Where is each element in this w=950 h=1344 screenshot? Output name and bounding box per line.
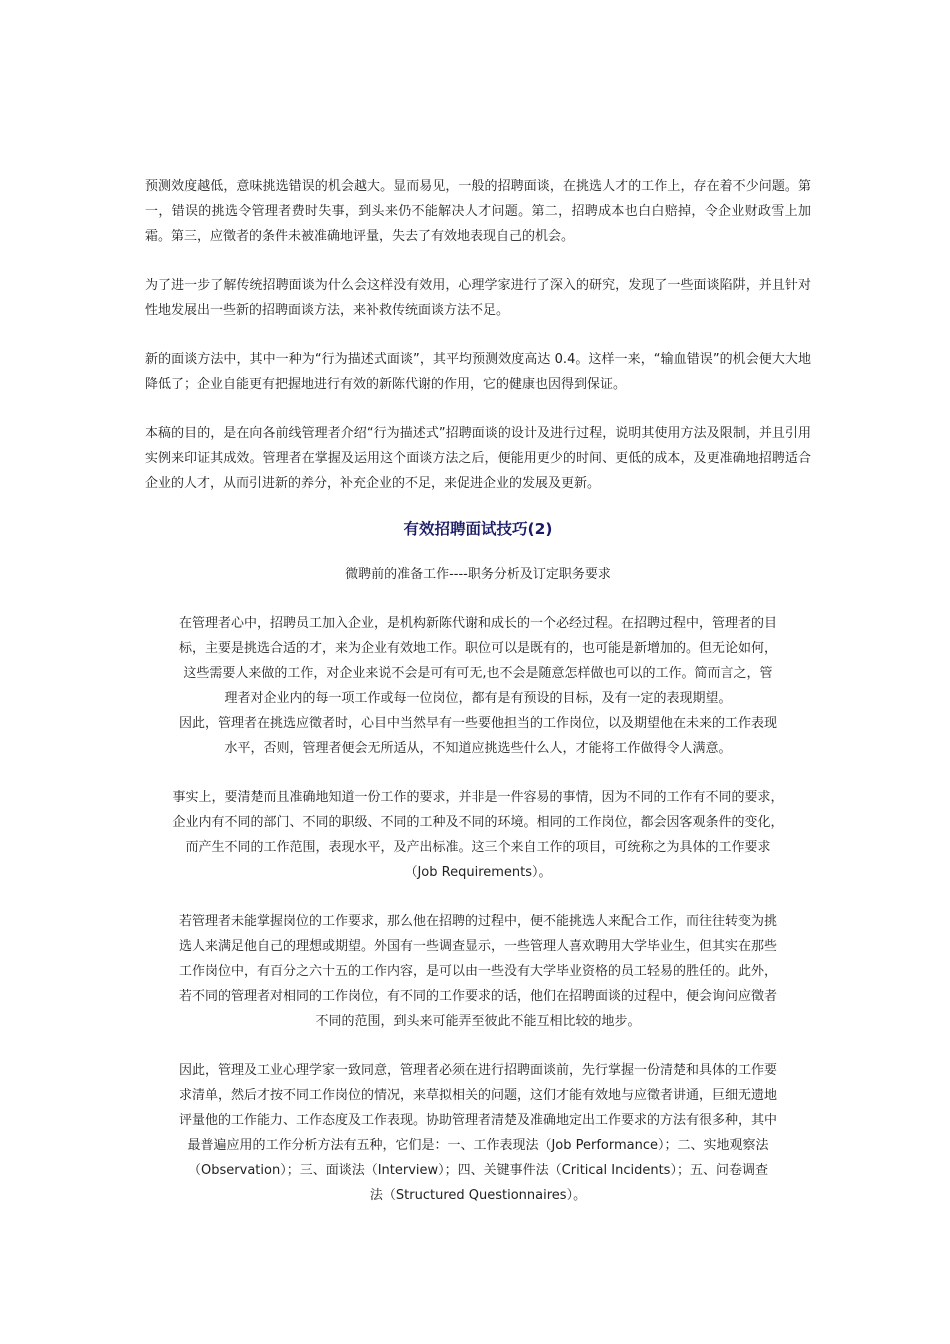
text-line: 因此，管理及工业心理学家一致同意，管理者必须在进行招聘面谈前，先行掌握一份清楚和具体的工作要	[178, 1063, 777, 1078]
paragraph-gap	[145, 496, 811, 514]
section-subtitle: 微聘前的准备工作----职务分析及订定职务要求	[345, 567, 611, 582]
text-line: 理者对企业内的每一项工作或每一位岗位，都有是有预设的目标，及有一定的表现期望。	[224, 691, 732, 706]
text-line: 若管理者未能掌握岗位的工作要求，那么他在招聘的过程中，便不能挑选人来配合工作，而往往转变为挑	[178, 914, 777, 929]
text-line: 法（Structured Questionnaires）。	[369, 1188, 587, 1203]
paragraph: 为了进一步了解传统招聘面谈为什么会这样没有效用，心理学家进行了深入的研究，发现了一些面谈陷阱，并且针对性地发展出一些新的招聘面谈方法，来补救传统面谈方法不足。	[145, 278, 811, 318]
paragraph-gap	[145, 1034, 811, 1058]
text-line: 若不同的管理者对相同的工作岗位，有不同的工作要求的话，他们在招聘面谈的过程中，便会询问应徵者	[178, 989, 777, 1004]
text-line: 企业内有不同的部门、不同的职级、不同的工种及不同的环境。相同的工作岗位，都会因客观条件的变化，	[172, 815, 784, 830]
paragraph-gap	[145, 249, 811, 273]
text-line: 事实上，要清楚而且准确地知道一份工作的要求，并非是一件容易的事情，因为不同的工作有不同的要求，	[172, 790, 784, 805]
text-line: 不同的范围，到头来可能弄至彼此不能互相比较的地步。	[315, 1014, 641, 1029]
paragraph-gap	[145, 761, 811, 785]
paragraph: 新的面谈方法中，其中一种为“行为描述式面谈”，其平均预测效度高达 0.4。这样一来，“输血错误”的机会便大大地降低了；企业自能更有把握地进行有效的新陈代谢的作用，它的健康也因得到保证。	[145, 352, 811, 392]
text-line: 在管理者心中，招聘员工加入企业，是机构新陈代谢和成长的一个必经过程。在招聘过程中，管理者的目	[178, 616, 777, 631]
text-line: 求清单，然后才按不同工作岗位的情况，来草拟相关的问题，这们才能有效地与应徵者讲通，巨细无遗地	[178, 1088, 777, 1103]
paragraph: 本稿的目的，是在向各前线管理者介绍“行为描述式”招聘面谈的设计及进行过程，说明其使用方法及限制，并且引用实例来印证其成效。管理者在掌握及运用这个面谈方法之后，便能用更少的时间、更低的成本，及更准确地招聘适合企业的人才，从而引进新的养分，补充企业的不足，来促进企业的发展及更新。	[145, 426, 811, 491]
text-line: 水平，否则，管理者便会无所适从，不知道应挑选些什么人，才能将工作做得令人满意。	[224, 741, 732, 756]
paragraph-gap	[145, 397, 811, 421]
paragraph-gap	[145, 544, 811, 562]
paragraph-gap	[145, 587, 811, 611]
paragraph-gap	[145, 885, 811, 909]
text-line: 而产生不同的工作范围，表现水平，及产出标准。这三个来自工作的项目，可统称之为具体的工作要求	[185, 840, 771, 855]
text-line: 标，主要是挑选合适的才，来为企业有效地工作。职位可以是既有的，也可能是新增加的。但无论如何，	[178, 641, 777, 656]
text-line: 选人来满足他自己的理想或期望。外国有一些调查显示，一些管理人喜欢聘用大学毕业生，但其实在那些	[178, 939, 777, 954]
text-line: （Observation）；三、面谈法（Interview）；四、关键事件法（Critical Incidents）；五、问卷调查	[188, 1163, 768, 1178]
text-line: 最普遍应用的工作分析方法有五种，它们是：一、工作表现法（Job Performance）；二、实地观察法	[187, 1138, 769, 1153]
text-line: 评量他的工作能力、工作态度及工作表现。协助管理者清楚及准确地定出工作要求的方法有很多种，其中	[178, 1113, 777, 1128]
section-title: 有效招聘面试技巧(2)	[403, 520, 553, 538]
text-line: 因此，管理者在挑选应徵者时，心目中当然早有一些要他担当的工作岗位，以及期望他在未来的工作表现	[178, 716, 777, 731]
text-line: 这些需要人来做的工作，对企业来说不会是可有可无,也不会是随意怎样做也可以的工作。简而言之，管	[183, 666, 773, 681]
document-body	[145, 174, 811, 1208]
text-line: （Job Requirements）。	[404, 865, 552, 880]
paragraph: 预测效度越低，意味挑选错误的机会越大。显而易见，一般的招聘面谈，在挑选人才的工作上，存在着不少问题。第一，错误的挑选令管理者费时失事，到头来仍不能解决人才问题。第二，招聘成本也白白赔掉，令企业财政雪上加霜。第三，应徵者的条件未被准确地评量，失去了有效地表现自己的机会。	[145, 179, 811, 244]
paragraph-gap	[145, 323, 811, 347]
text-line: 工作岗位中，有百分之六十五的工作内容，是可以由一些没有大学毕业资格的员工轻易的胜任的。此外，	[178, 964, 777, 979]
